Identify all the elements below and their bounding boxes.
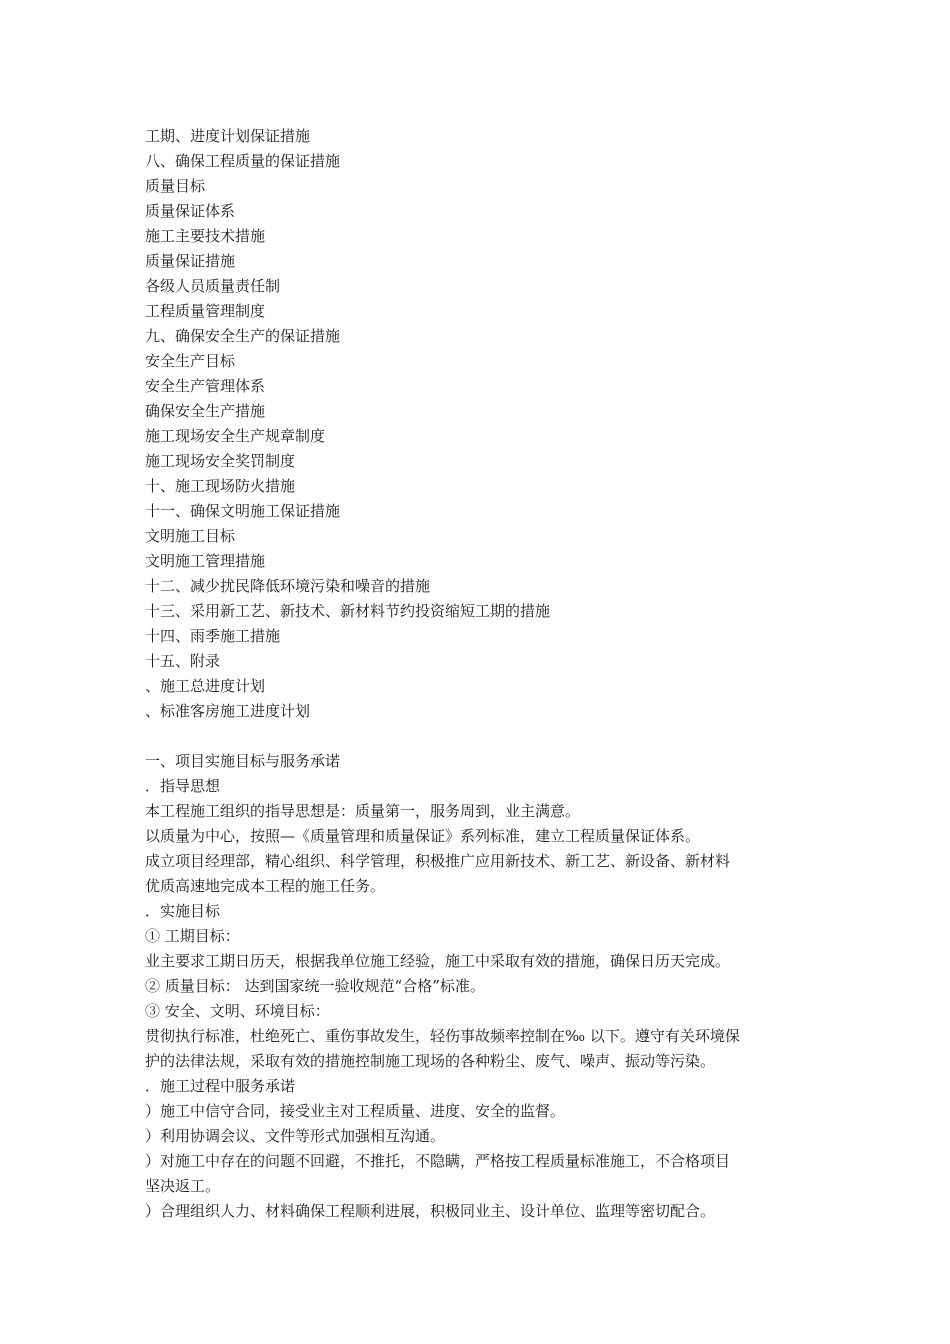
toc-item: 施工现场安全生产规章制度 [145, 427, 326, 445]
subheading-service: ．施工过程中服务承诺 [145, 1077, 296, 1095]
section-title: 一、项目实施目标与服务承诺 [145, 752, 341, 770]
service-item-line: ）对施工中存在的问题不回避，不推托，不隐瞒，严格按工程质量标准施工，不合格项目 [145, 1152, 731, 1170]
toc-item: 安全生产目标 [145, 352, 236, 370]
toc-item: 十一、确保文明施工保证措施 [145, 502, 341, 520]
subheading-guide: ．指导思想 [145, 777, 221, 795]
target-label: ③ 安全、文明、环境目标： [145, 1002, 330, 1020]
table-of-contents [145, 124, 815, 724]
toc-item: 工程质量管理制度 [145, 302, 266, 320]
paragraph-line: 贯彻执行标准，杜绝死亡、重伤事故发生，轻伤事故频率控制在‰ 以下。遵守有关环境保 [145, 1027, 740, 1045]
toc-item: 工期、进度计划保证措施 [145, 127, 311, 145]
section-body [145, 749, 815, 1224]
target-item: ② 质量目标： 达到国家统一验收规范“合格”标准。 [145, 977, 485, 995]
document-page [145, 124, 815, 1224]
toc-item: 八、确保工程质量的保证措施 [145, 152, 341, 170]
service-item-line: 坚决返工。 [145, 1177, 221, 1195]
toc-item: 安全生产管理体系 [145, 377, 266, 395]
toc-item: 十四、雨季施工措施 [145, 627, 281, 645]
paragraph-line: 护的法律法规，采取有效的措施控制施工现场的各种粉尘、废气、噪声、振动等污染。 [145, 1052, 716, 1070]
toc-item: 十三、采用新工艺、新技术、新材料节约投资缩短工期的措施 [145, 602, 551, 620]
toc-item: 质量保证体系 [145, 202, 236, 220]
service-item: ）利用协调会议、文件等形式加强相互沟通。 [145, 1127, 446, 1145]
toc-item: 十二、减少扰民降低环境污染和噪音的措施 [145, 577, 431, 595]
paragraph: 本工程施工组织的指导思想是：质量第一，服务周到，业主满意。 [145, 802, 581, 820]
toc-item: 文明施工管理措施 [145, 552, 266, 570]
toc-item: 施工主要技术措施 [145, 227, 266, 245]
toc-item: 十、施工现场防火措施 [145, 477, 296, 495]
toc-item: 、标准客房施工进度计划 [145, 702, 311, 720]
service-item: ）施工中信守合同，接受业主对工程质量、进度、安全的监督。 [145, 1102, 566, 1120]
toc-item: 、施工总进度计划 [145, 677, 266, 695]
paragraph: 以质量为中心，按照—《质量管理和质量保证》系列标准，建立工程质量保证体系。 [145, 827, 701, 845]
toc-item: 十五、附录 [145, 652, 221, 670]
paragraph-line: 优质高速地完成本工程的施工任务。 [145, 877, 386, 895]
service-item: ）合理组织人力、材料确保工程顺利进展，积极同业主、设计单位、监理等密切配合。 [145, 1202, 716, 1220]
target-label: ① 工期目标： [145, 927, 240, 945]
toc-item: 文明施工目标 [145, 527, 236, 545]
toc-item: 各级人员质量责任制 [145, 277, 281, 295]
subheading-target: ．实施目标 [145, 902, 221, 920]
toc-item: 施工现场安全奖罚制度 [145, 452, 296, 470]
toc-item: 质量目标 [145, 177, 206, 195]
toc-item: 质量保证措施 [145, 252, 236, 270]
blank-line [145, 724, 815, 749]
paragraph-line: 成立项目经理部，精心组织、科学管理，积极推广应用新技术、新工艺、新设备、新材料 [145, 852, 731, 870]
toc-item: 确保安全生产措施 [145, 402, 266, 420]
paragraph: 业主要求工期日历天，根据我单位施工经验，施工中采取有效的措施，确保日历天完成。 [145, 952, 731, 970]
toc-item: 九、确保安全生产的保证措施 [145, 327, 341, 345]
